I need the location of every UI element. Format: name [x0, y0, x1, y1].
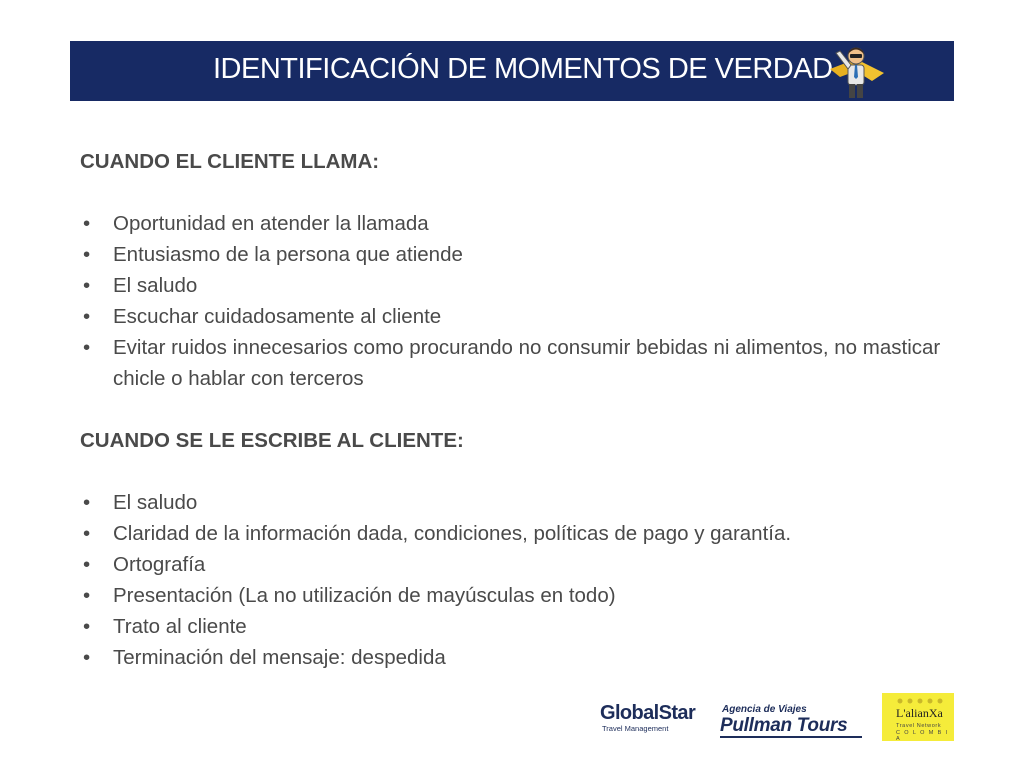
- bullet-icon: •: [83, 553, 91, 576]
- alianza-country: C O L O M B I A: [896, 730, 949, 742]
- list-item: • Trato al cliente: [80, 611, 960, 642]
- list-item: • Terminación del mensaje: despedida: [80, 642, 960, 673]
- list-item: • El saludo: [80, 487, 960, 518]
- globalstar-subtitle: Travel Management: [602, 724, 669, 733]
- content-area: [80, 146, 960, 673]
- list-item: • Entusiasmo de la persona que atiende: [80, 239, 960, 270]
- globalstar-logo: [600, 702, 700, 738]
- write-list: [80, 487, 960, 673]
- pullman-underline: [720, 736, 862, 738]
- alianza-subtitle: Travel Network: [896, 723, 942, 729]
- superhero-businessman-icon: [826, 43, 886, 101]
- call-list: [80, 208, 960, 394]
- globalstar-name: GlobalStar: [600, 702, 696, 724]
- section-heading-call: CUANDO EL CLIENTE LLAMA:: [80, 150, 380, 173]
- alianza-dots-icon: [894, 696, 946, 706]
- bullet-icon: •: [83, 243, 91, 266]
- bullet-icon: •: [83, 274, 91, 297]
- alianza-name: L'alianXa: [896, 706, 943, 720]
- list-item: • El saludo: [80, 270, 960, 301]
- bullet-icon: •: [83, 336, 91, 359]
- list-item: • Claridad de la información dada, condiciones, políticas de pago y garantía.: [80, 518, 960, 549]
- list-item: • Escuchar cuidadosamente al cliente: [80, 301, 960, 332]
- bullet-icon: •: [83, 212, 91, 235]
- list-item: • Presentación (La no utilización de mayúsculas en todo): [80, 580, 960, 611]
- bullet-icon: •: [83, 584, 91, 607]
- alianza-logo: [882, 693, 954, 741]
- list-item: • Ortografía: [80, 549, 960, 580]
- bullet-icon: •: [83, 522, 91, 545]
- header-bar: [70, 41, 954, 101]
- section-heading-write: CUANDO SE LE ESCRIBE AL CLIENTE:: [80, 429, 464, 452]
- pullman-tours-logo: [720, 704, 870, 738]
- list-item: • Evitar ruidos innecesarios como procurando no consumir bebidas ni alimentos, no masticar chicle o hablar con terceros: [80, 332, 960, 394]
- pullman-name: Pullman Tours: [720, 715, 848, 736]
- bullet-icon: •: [83, 646, 91, 669]
- bullet-icon: •: [83, 491, 91, 514]
- bullet-icon: •: [83, 615, 91, 638]
- page-title: IDENTIFICACIÓN DE MOMENTOS DE VERDAD: [213, 53, 833, 85]
- list-item: • Oportunidad en atender la llamada: [80, 208, 960, 239]
- pullman-tagline: Agencia de Viajes: [722, 704, 807, 715]
- bullet-icon: •: [83, 305, 91, 328]
